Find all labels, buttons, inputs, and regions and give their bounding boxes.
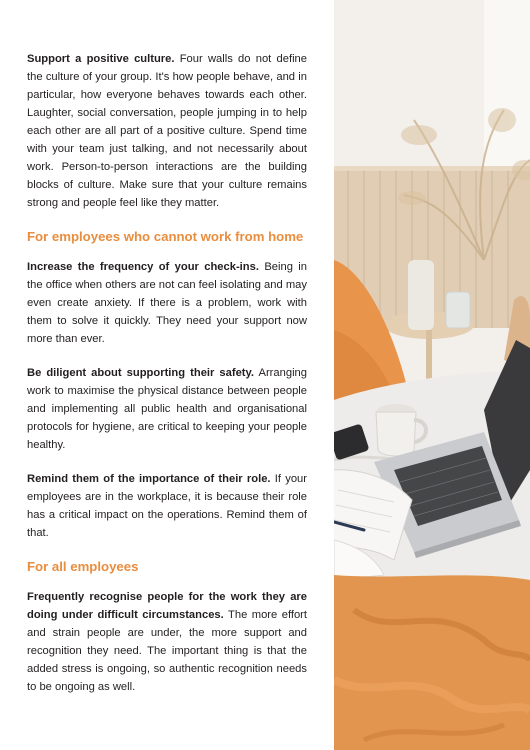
heading-all-employees: For all employees <box>27 559 139 574</box>
paragraph-body: Being in the office when others are not can feel isolating and may even create anxiety. If there is a problem, work with them to solve it quickly. They need your support now more than ever. <box>27 261 308 345</box>
paragraph-lead: Be diligent about supporting their safety. <box>27 367 255 379</box>
paragraph-body: If your employees are in the workplace, it is because their role has a critical impact on the operations. Remind them of that. <box>27 473 308 539</box>
paragraph-check-ins <box>27 258 307 348</box>
paragraph-lead: Support a positive culture. <box>27 53 175 65</box>
paragraph-lead: Remind them of the importance of their role. <box>27 473 271 485</box>
paragraph-body: The more effort and strain people are under, the more support and recognition they need. The important thing is that the added stress is ongoing, so authentic recognition needs to be ongoing as well. <box>27 609 308 693</box>
vase <box>408 260 434 330</box>
paragraph-importance-of-role <box>27 470 307 542</box>
bedroom-laptop-photo <box>334 0 530 750</box>
jar <box>446 292 470 328</box>
paragraph-positive-culture <box>27 50 307 212</box>
paragraph-safety <box>27 364 307 454</box>
paragraph-recognition <box>27 588 307 696</box>
paragraph-lead: Frequently recognise people for the work they are doing under difficult circumstances. <box>27 591 307 621</box>
paragraph-lead: Increase the frequency of your check-ins. <box>27 261 259 273</box>
paragraph-body: Four walls do not define the culture of your group. It's how people behave, and in particular, how everyone behaves towards each other. Laughter, social conversation, people jumping in to help each other are all part of a positive culture. Spend time with your team just talking, and not necessarily about work. Person-to-person interactions are the building blocks of culture. Make sure that your culture remains strong and people feel like they matter. <box>27 53 307 209</box>
heading-cannot-work-from-home: For employees who cannot work from home <box>27 229 304 244</box>
paragraph-body: Arranging work to maximise the physical distance between people and implementing all public health and organisational protocols for hygiene, are critical to keeping your people healthy. <box>27 367 307 451</box>
article-text-column <box>27 50 307 712</box>
